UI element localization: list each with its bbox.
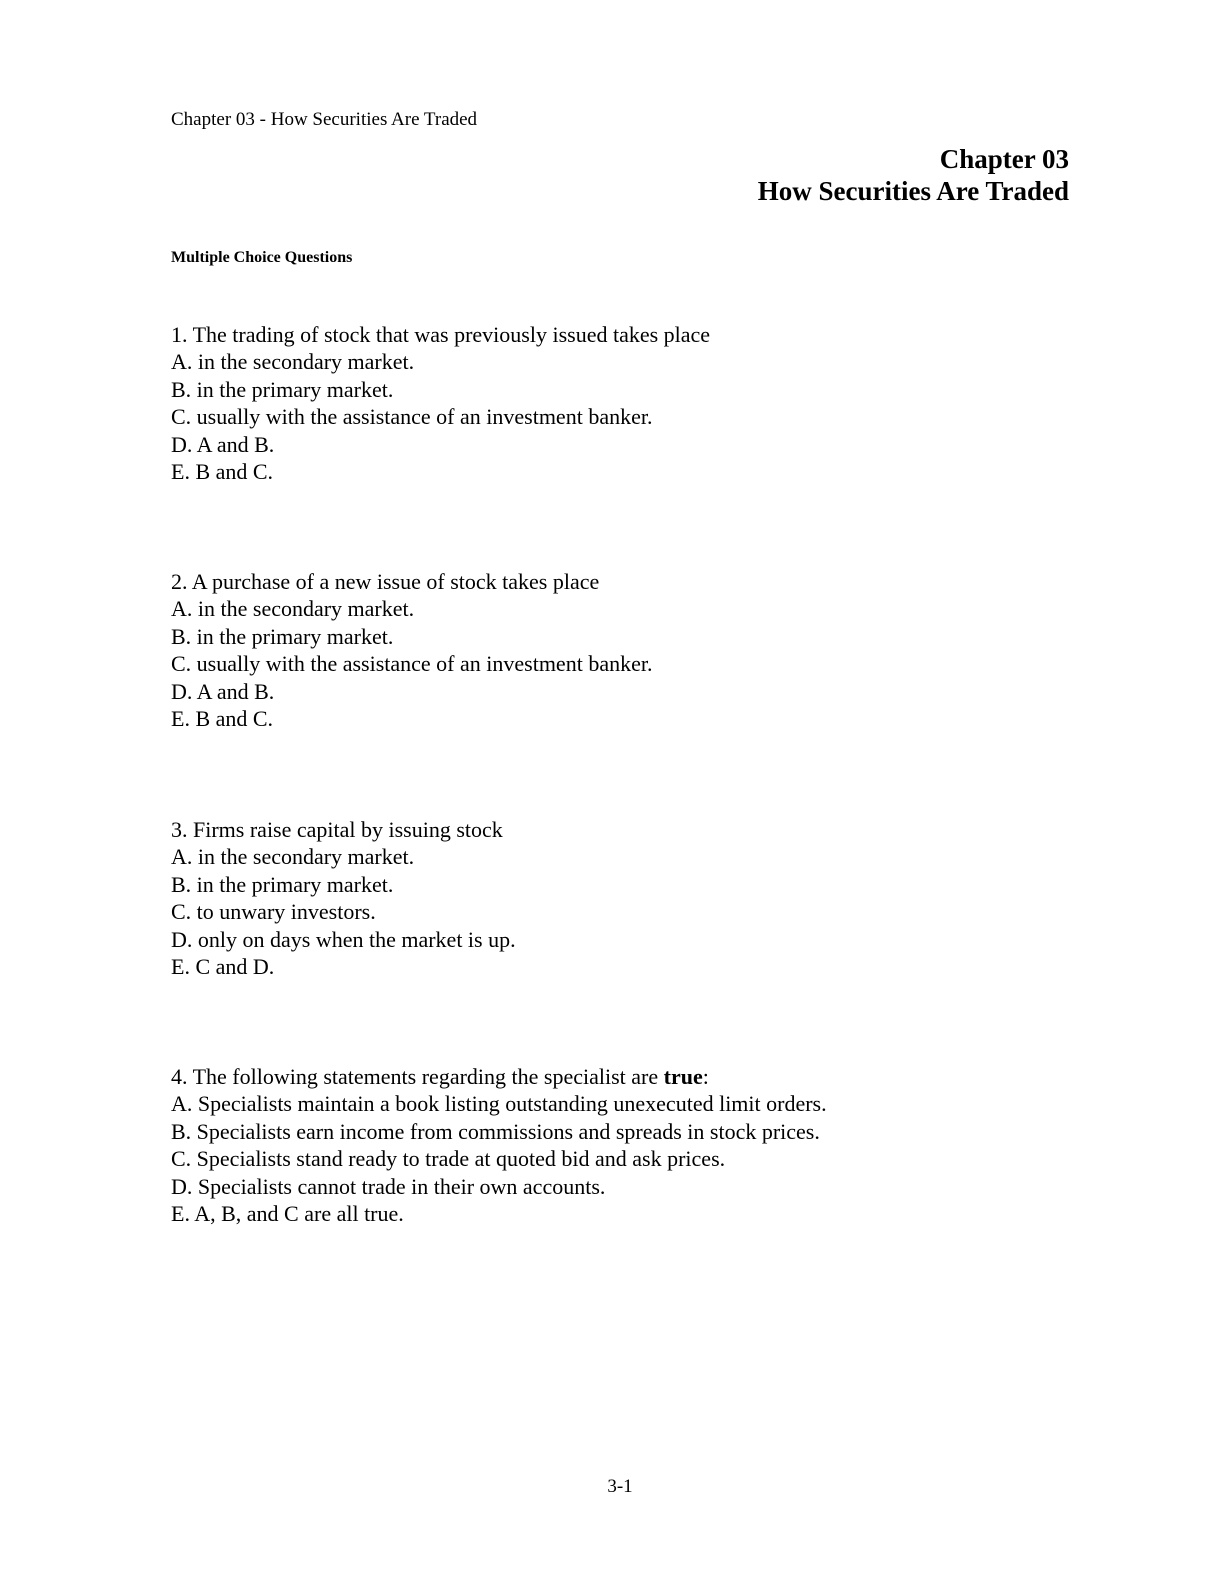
question-stem: 3. Firms raise capital by issuing stock [171,817,503,842]
option-d: D. A and B. [171,678,275,704]
question-1 [171,321,710,485]
option-a: A. in the secondary market. [171,596,415,622]
option-a: A. in the secondary market. [171,844,415,870]
option-b: B. in the primary market. [171,623,394,649]
question-stem [171,1063,827,1090]
option-c: C. usually with the assistance of an investment banker. [171,651,653,677]
question-2 [171,568,652,732]
chapter-name: How Securities Are Traded [757,176,1069,206]
option-b: B. in the primary market. [171,871,394,897]
option-e: E. B and C. [171,459,274,485]
question-4 [171,1063,827,1227]
option-d: D. Specialists cannot trade in their own accounts. [171,1173,606,1199]
stem-suffix: : [702,1064,709,1089]
page-number: 3-1 [607,1476,633,1497]
stem-emphasis: true [663,1064,703,1089]
option-b: B. Specialists earn income from commissions and spreads in stock prices. [171,1118,820,1144]
question-stem: 2. A purchase of a new issue of stock takes place [171,569,600,594]
option-a: A. Specialists maintain a book listing outstanding unexecuted limit orders. [171,1091,827,1117]
stem-prefix: 4. The following statements regarding the specialist are [171,1064,664,1089]
chapter-title [758,143,1069,207]
running-header: Chapter 03 - How Securities Are Traded [171,109,478,130]
option-b: B. in the primary market. [171,376,394,402]
option-e: E. B and C. [171,706,274,732]
option-d: D. A and B. [171,431,275,457]
option-c: C. Specialists stand ready to trade at quoted bid and ask prices. [171,1146,726,1172]
option-e: E. A, B, and C are all true. [171,1201,404,1227]
option-c: C. usually with the assistance of an investment banker. [171,404,653,430]
option-e: E. C and D. [171,954,275,980]
section-heading: Multiple Choice Questions [171,249,353,266]
chapter-number: Chapter 03 [939,144,1069,174]
question-stem: 1. The trading of stock that was previously issued takes place [171,322,711,347]
option-a: A. in the secondary market. [171,349,415,375]
option-d: D. only on days when the market is up. [171,926,516,952]
question-3 [171,816,516,980]
option-c: C. to unwary investors. [171,899,376,925]
